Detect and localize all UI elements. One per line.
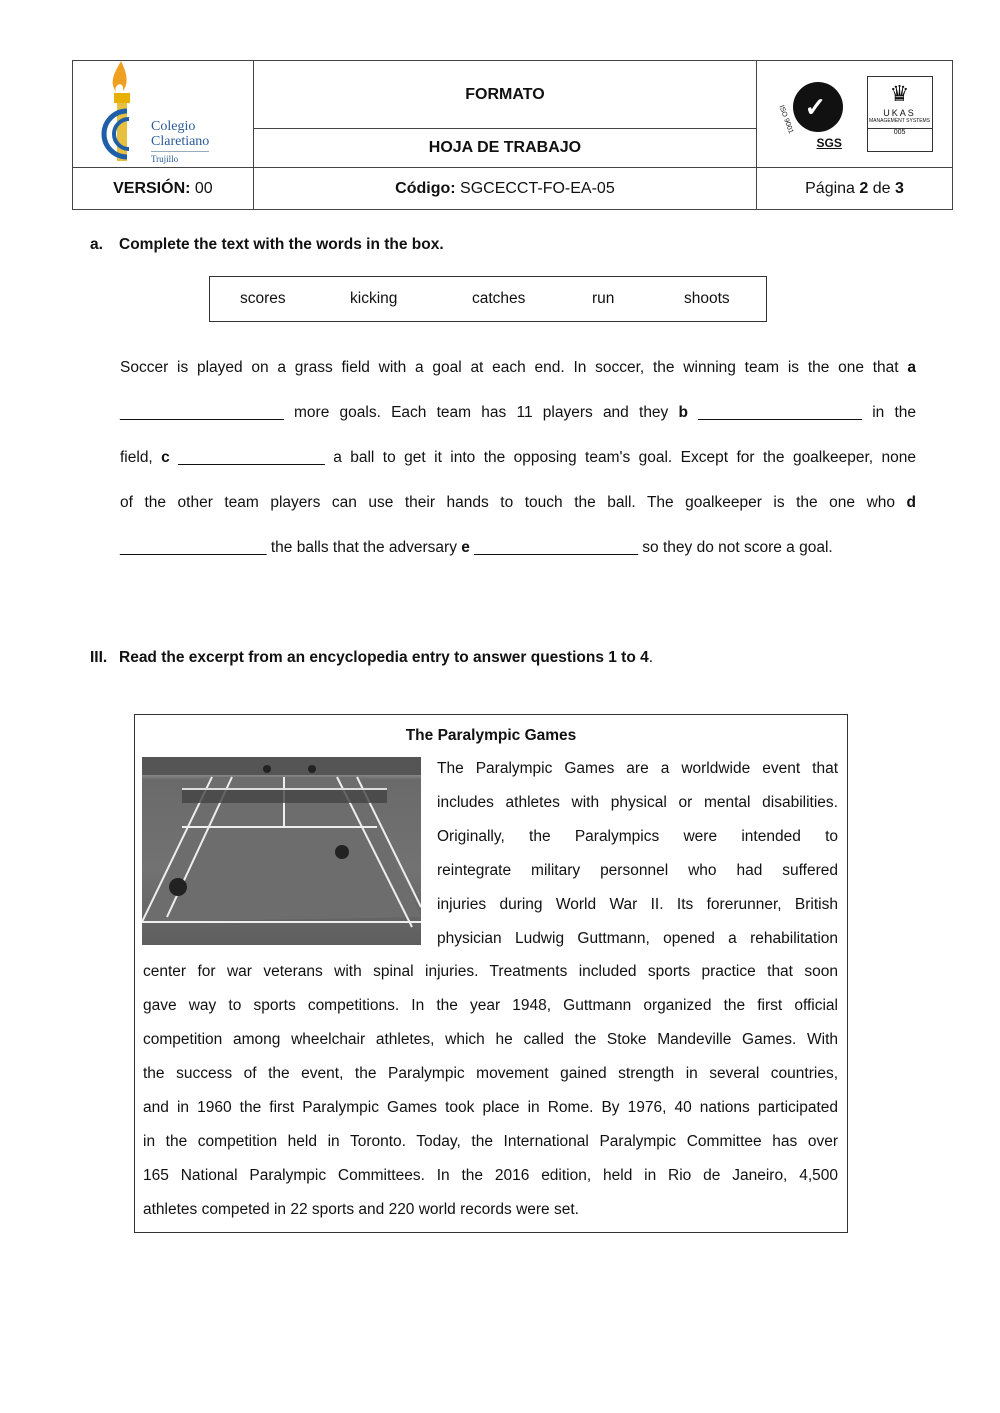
- word-box-item: kicking: [350, 290, 398, 307]
- text: more goals. Each team has 11 players and they: [283, 404, 679, 421]
- reading-line: in the competition held in Toronto. Today, the International Paralympic Committee has over: [143, 1133, 838, 1150]
- text: a ball to get it into the opposing team's goal. Except for the goalkeeper, none: [324, 449, 916, 466]
- ukas-subtext: MANAGEMENT SYSTEMS: [869, 118, 931, 124]
- reading-line: the success of the event, the Paralympic movement gained strength in several countries,: [143, 1065, 838, 1082]
- blank-letter-c: c: [161, 449, 170, 466]
- blank-c[interactable]: _________________: [169, 449, 325, 466]
- word-box-item: scores: [240, 290, 286, 307]
- reading-line: 165 National Paralympic Committees. In the 2016 edition, held in Rio de Janeiro, 4,500: [143, 1167, 838, 1184]
- text: in the: [861, 404, 917, 421]
- code-value: SGCECCT-FO-EA-05: [460, 179, 615, 197]
- section-a-instruction: Complete the text with the words in the box.: [119, 236, 444, 253]
- cloze-line: [120, 494, 916, 512]
- text: so they do not score a goal.: [637, 539, 833, 556]
- doc-type: HOJA DE TRABAJO: [253, 129, 756, 168]
- format-label: FORMATO: [253, 61, 756, 129]
- text: Soccer is played on a grass field with a goal at each end. In soccer, the winning team is the one that: [120, 359, 908, 376]
- code-label: Código:: [395, 179, 456, 197]
- word-box-item: catches: [472, 290, 526, 307]
- blank-e[interactable]: ___________________: [469, 539, 638, 556]
- school-logo: [73, 61, 254, 168]
- version-label: VERSIÓN:: [113, 179, 191, 197]
- section-iii-label: III.: [90, 649, 108, 666]
- cloze-line: [120, 449, 916, 467]
- checkmark-icon: ✓: [804, 92, 827, 122]
- reading-line: gave way to sports competitions. In the year 1948, Guttmann organized the first official: [143, 997, 838, 1014]
- page-current: 2: [859, 179, 869, 197]
- sgs-iso-logo: [777, 74, 859, 154]
- ukas-number: 005: [868, 128, 932, 137]
- reading-line: The Paralympic Games are a worldwide event that: [437, 760, 838, 777]
- crown-check-icon: ♛: [889, 81, 910, 106]
- blank-letter-b: b: [678, 404, 688, 421]
- cloze-line: [120, 539, 833, 557]
- blank-letter-d: d: [906, 494, 916, 511]
- cloze-line: [120, 359, 916, 377]
- reading-line: competition among wheelchair athletes, which he called the Stoke Mandeville Games. With: [143, 1031, 838, 1048]
- iso-text: ISO 9001: [776, 104, 794, 135]
- reading-line: includes athletes with physical or mental disabilities.: [437, 794, 838, 811]
- school-name: Colegio: [151, 119, 196, 134]
- reading-line: and in 1960 the first Paralympic Games took place in Rome. By 1976, 40 nations participated: [143, 1099, 838, 1116]
- ukas-text: UKAS: [883, 108, 916, 118]
- page-total: 3: [895, 179, 904, 197]
- page-of: de: [872, 179, 891, 197]
- word-box-item: run: [592, 290, 615, 307]
- code: [253, 168, 756, 210]
- word-box: [209, 276, 767, 322]
- reading-line: center for war veterans with spinal injuries. Treatments included sports practice that soon: [143, 963, 838, 980]
- reading-line: Originally, the Paralympics were intended to: [437, 828, 838, 845]
- text: field,: [120, 449, 162, 466]
- version-value: 00: [194, 179, 213, 197]
- reading-line: athletes competed in 22 sports and 220 world records were set.: [143, 1201, 579, 1218]
- instruction-text: Read the excerpt from an encyclopedia entry to answer questions 1 to 4: [119, 649, 649, 666]
- instruction-end: .: [648, 649, 654, 666]
- torch-icon: [99, 61, 159, 167]
- text: the balls that the adversary: [266, 539, 462, 556]
- ukas-logo: [867, 76, 933, 152]
- wheelchair-tennis-photo: [142, 757, 421, 945]
- blank-a[interactable]: ___________________: [120, 404, 284, 421]
- certification-logos: [757, 61, 953, 168]
- reading-line: injuries during World War II. Its forerunner, British: [437, 896, 838, 913]
- blank-letter-e: e: [461, 539, 470, 556]
- school-name: Claretiano: [151, 134, 210, 149]
- text: of the other team players can use their hands to touch the ball. The goalkeeper is the one who: [120, 494, 907, 511]
- blank-letter-a: a: [907, 359, 916, 376]
- reading-title: The Paralympic Games: [405, 727, 577, 744]
- sgs-text: SGS: [816, 136, 842, 150]
- blank-d[interactable]: _________________: [120, 539, 267, 556]
- section-a-label: a.: [90, 236, 103, 253]
- section-iii-instruction: [119, 649, 653, 667]
- blank-b[interactable]: ___________________: [687, 404, 862, 421]
- page-label: Página: [805, 179, 855, 197]
- header-table: [72, 60, 953, 210]
- school-city: Trujillo: [151, 151, 209, 167]
- page-number: [757, 168, 953, 210]
- version: [73, 168, 254, 210]
- cloze-line: [120, 404, 916, 422]
- reading-line: physician Ludwig Guttmann, opened a rehabilitation: [437, 930, 838, 947]
- reading-line: reintegrate military personnel who had suffered: [437, 862, 838, 879]
- word-box-item: shoots: [684, 290, 730, 307]
